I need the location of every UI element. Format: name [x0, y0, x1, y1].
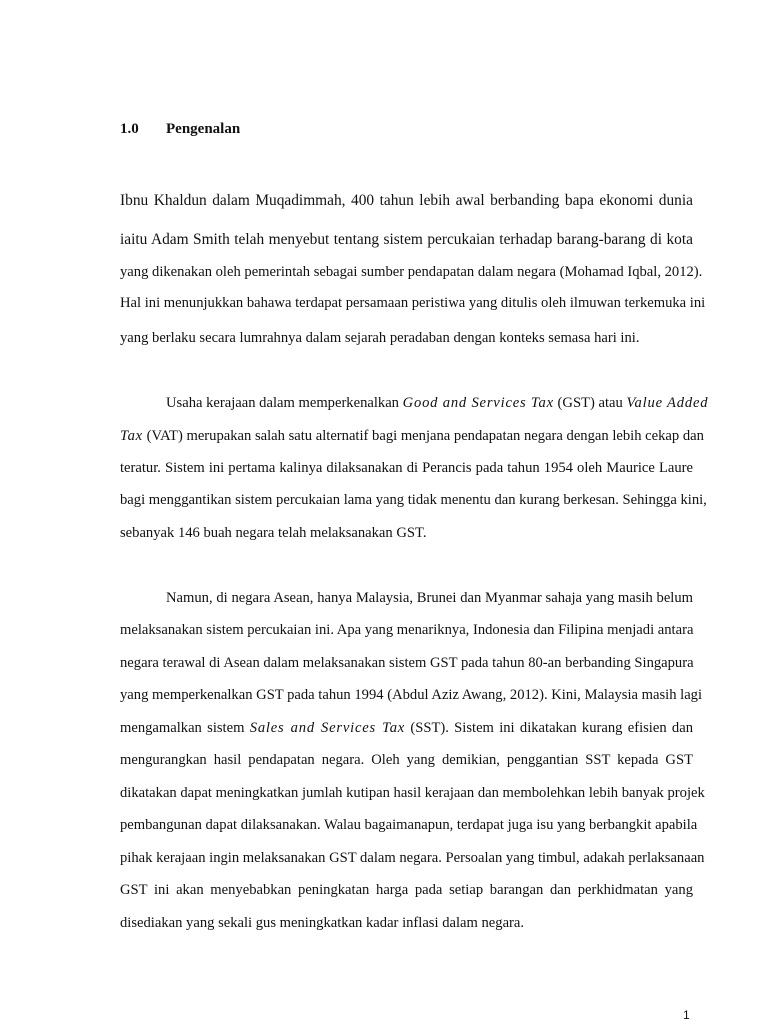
text-line: [120, 815, 698, 835]
text-line: [120, 328, 693, 348]
italic-term: Sales and Services Tax: [249, 720, 406, 736]
text-run: Usaha kerajaan dalam memperkenalkan: [166, 395, 403, 411]
text-line: [120, 685, 703, 705]
text-line: [120, 750, 693, 770]
text-line: [120, 230, 693, 250]
text-line: [120, 653, 693, 673]
section-heading: [120, 120, 240, 138]
italic-term: Value Added: [626, 395, 709, 411]
text-run: sebanyak 146 buah negara telah melaksanakan GST.: [120, 525, 427, 541]
text-run: teratur. Sistem ini pertama kalinya dilaksanakan di Perancis pada tahun 1954 oleh Maurice Laure: [120, 460, 693, 476]
page-number: 1: [683, 1008, 690, 1022]
text-run: dikatakan dapat meningkatkan jumlah kutipan hasil kerajaan dan membolehkan lebih banyak projek: [120, 785, 705, 801]
text-line: [120, 458, 693, 478]
italic-term: Tax: [120, 428, 143, 444]
text-line: [120, 426, 704, 446]
text-line: [166, 588, 693, 608]
text-run: iaitu Adam Smith telah menyebut tentang sistem percukaian terhadap barang-barang di kota: [120, 231, 693, 248]
text-line: [120, 293, 706, 313]
text-run: melaksanakan sistem percukaian ini. Apa yang menariknya, Indonesia dan Filipina menjadi antara: [120, 622, 694, 638]
section-title: Pengenalan: [166, 121, 241, 137]
text-line: [120, 620, 693, 640]
text-run: yang berlaku secara lumrahnya dalam sejarah peradaban dengan konteks semasa hari ini.: [120, 330, 640, 346]
text-line: [120, 783, 705, 803]
text-line: [120, 490, 707, 510]
text-run: yang dikenakan oleh pemerintah sebagai sumber pendapatan dalam negara (Mohamad Iqbal, 2012).: [120, 264, 703, 280]
text-line: [120, 191, 693, 211]
text-run: bagi menggantikan sistem percukaian lama yang tidak menentu dan kurang berkesan. Sehingga kini,: [120, 492, 707, 508]
text-run: pihak kerajaan ingin melaksanakan GST dalam negara. Persoalan yang timbul, adakah perlaksanaan: [120, 850, 705, 866]
text-run: disediakan yang sekali gus meningkatkan kadar inflasi dalam negara.: [120, 915, 525, 931]
text-line: [120, 913, 693, 933]
text-run: pembangunan dapat dilaksanakan. Walau bagaimanapun, terdapat juga isu yang berbangkit apabila: [120, 817, 698, 833]
text-run: (GST) atau: [553, 395, 627, 411]
text-run: Namun, di negara Asean, hanya Malaysia, Brunei dan Myanmar sahaja yang masih belum: [166, 590, 693, 606]
text-run: (VAT) merupakan salah satu alternatif bagi menjana pendapatan negara dengan lebih cekap dan: [142, 428, 704, 444]
text-run: mengamalkan sistem: [120, 720, 250, 736]
text-line: [120, 880, 693, 900]
text-run: negara terawal di Asean dalam melaksanakan sistem GST pada tahun 80-an berbanding Singapura: [120, 655, 694, 671]
text-line: [120, 848, 705, 868]
text-run: yang memperkenalkan GST pada tahun 1994 (Abdul Aziz Awang, 2012). Kini, Malaysia masih lagi: [120, 687, 703, 703]
text-run: mengurangkan hasil pendapatan negara. Oleh yang demikian, penggantian SST kepada GST: [120, 752, 693, 768]
text-run: GST ini akan menyebabkan peningkatan harga pada setiap barangan dan perkhidmatan yang: [120, 882, 693, 898]
text-line: [120, 523, 693, 543]
text-run: (SST). Sistem ini dikatakan kurang efisien dan: [405, 720, 693, 736]
text-run: Hal ini menunjukkan bahawa terdapat persamaan peristiwa yang ditulis oleh ilmuwan terkemuka ini: [120, 295, 706, 311]
italic-term: Good and Services Tax: [402, 395, 554, 411]
text-run: Ibnu Khaldun dalam Muqadimmah, 400 tahun lebih awal berbanding bapa ekonomi dunia: [120, 192, 693, 209]
text-line: [166, 393, 709, 413]
section-number: 1.0: [120, 121, 139, 137]
text-line: [120, 262, 703, 282]
text-line: [120, 718, 693, 738]
